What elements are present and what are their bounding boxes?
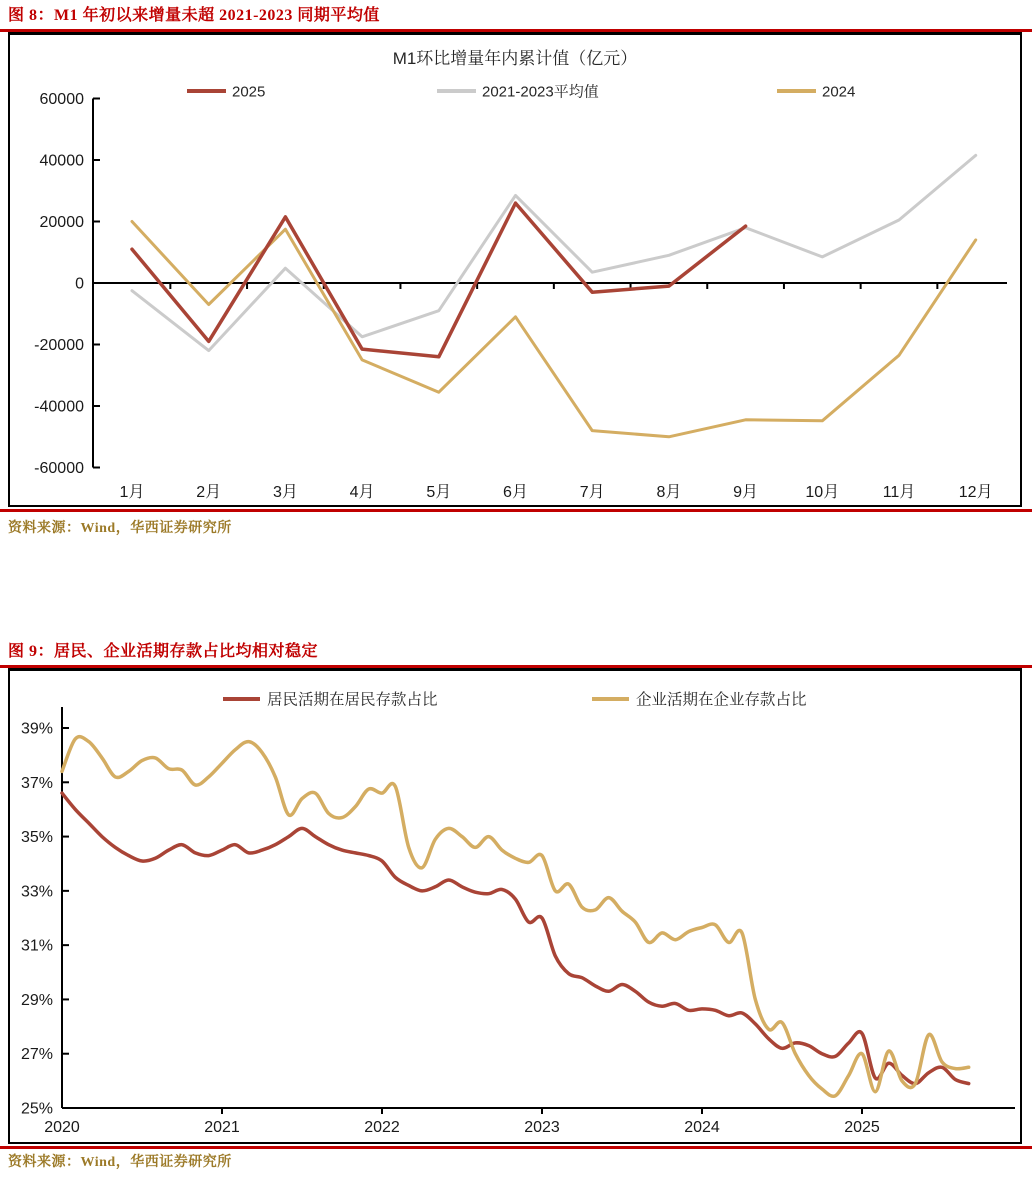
x-tick-label: 3月 bbox=[272, 484, 298, 501]
y-tick-label: 35% bbox=[20, 829, 53, 847]
figure-8-title: 图 8：M1 年初以来增量未超 2021-2023 同期平均值 bbox=[8, 7, 380, 24]
figure-8-section bbox=[0, 6, 1032, 538]
figure-9-source: 资料来源：Wind，华西证券研究所 bbox=[8, 1155, 232, 1170]
x-tick-label: 2024 bbox=[684, 1119, 720, 1136]
x-tick-label: 2022 bbox=[364, 1119, 400, 1136]
y-tick-label: 29% bbox=[20, 991, 53, 1009]
chart1-legend-item-2024 bbox=[777, 84, 855, 101]
figure-8-chart-panel bbox=[8, 32, 1022, 507]
y-tick-label: 60000 bbox=[39, 91, 84, 108]
chart1-legend-item-2021-2023平均值 bbox=[437, 83, 599, 101]
y-tick-label: 25% bbox=[20, 1100, 53, 1118]
chart2-axes bbox=[21, 707, 1015, 1136]
x-tick-label: 2023 bbox=[524, 1119, 560, 1136]
legend-label: 2025 bbox=[232, 83, 266, 101]
x-tick-label: 5月 bbox=[426, 484, 452, 501]
y-tick-label: 20000 bbox=[39, 214, 84, 231]
chart1-legend-item-2025 bbox=[187, 84, 265, 101]
figure-9-chart-panel bbox=[8, 668, 1022, 1144]
m1-cumulative-increment-chart bbox=[10, 35, 1020, 505]
y-tick-label: 27% bbox=[20, 1046, 53, 1064]
x-tick-label: 4月 bbox=[349, 484, 375, 501]
figure-9-section bbox=[0, 642, 1032, 1172]
x-tick-label: 6月 bbox=[503, 484, 528, 501]
chart2-legend-item-居民活期在居民存款占比 bbox=[223, 691, 438, 709]
x-tick-label: 11月 bbox=[882, 484, 916, 501]
legend-label: 2021-2023平均值 bbox=[482, 83, 599, 101]
figure-8-source: 资料来源：Wind，华西证券研究所 bbox=[8, 521, 232, 536]
chart2-series-企业活期在企业存款占比-line bbox=[62, 737, 969, 1097]
chart2-series-居民活期在居民存款占比-line bbox=[62, 793, 969, 1084]
y-tick-label: 39% bbox=[20, 720, 53, 738]
chart1-title: M1环比增量年内累计值（亿元） bbox=[392, 49, 638, 68]
y-tick-label: 37% bbox=[20, 774, 53, 792]
x-tick-label: 2020 bbox=[44, 1119, 80, 1136]
x-tick-label: 2021 bbox=[204, 1119, 240, 1136]
y-tick-label: -20000 bbox=[34, 337, 84, 354]
y-tick-label: 33% bbox=[20, 883, 53, 901]
legend-label: 2024 bbox=[822, 83, 856, 101]
y-tick-label: 31% bbox=[20, 937, 53, 955]
demand-deposit-share-chart bbox=[10, 671, 1020, 1142]
chart1-series-2024-line bbox=[132, 222, 976, 437]
x-tick-label: 2月 bbox=[196, 484, 222, 501]
y-tick-label: 0 bbox=[75, 275, 84, 293]
x-tick-label: 12月 bbox=[958, 484, 993, 501]
x-tick-label: 9月 bbox=[733, 484, 759, 501]
x-tick-label: 8月 bbox=[656, 484, 682, 501]
legend-label: 居民活期在居民存款占比 bbox=[267, 691, 438, 709]
chart2-legend-item-企业活期在企业存款占比 bbox=[592, 691, 807, 709]
x-tick-label: 7月 bbox=[579, 484, 605, 501]
chart1-axes bbox=[34, 91, 1007, 501]
figure-9-bottom-rule bbox=[0, 1146, 1032, 1149]
x-tick-label: 2025 bbox=[844, 1119, 880, 1136]
y-tick-label: -60000 bbox=[34, 460, 84, 477]
y-tick-label: 40000 bbox=[39, 152, 84, 170]
chart1-series-2021-2023平均值-line bbox=[132, 155, 976, 350]
y-tick-label: -40000 bbox=[34, 398, 84, 416]
figure-9-title: 图 9：居民、企业活期存款占比均相对稳定 bbox=[8, 643, 319, 660]
legend-label: 企业活期在企业存款占比 bbox=[636, 691, 807, 709]
figure-8-bottom-rule bbox=[0, 509, 1032, 512]
x-tick-label: 10月 bbox=[805, 484, 840, 501]
x-tick-label: 1月 bbox=[119, 484, 145, 501]
